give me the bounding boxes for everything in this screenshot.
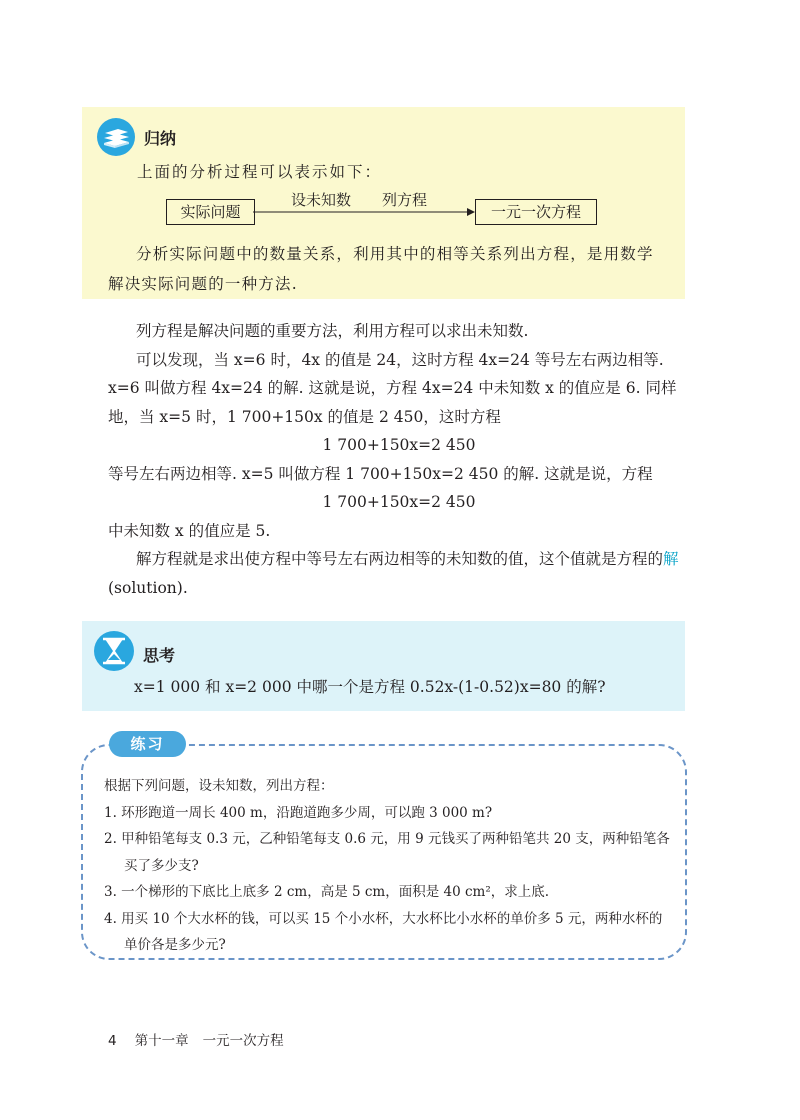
chapter-title: 一元一次方程 — [202, 1033, 284, 1049]
paragraph-4: 中未知数 x 的值应是 5. — [108, 521, 271, 540]
paragraph-5 — [108, 545, 690, 602]
think-question: x=1 000 和 x=2 000 中哪一个是方程 0.52x-(1-0.52)x=80 的解? — [134, 678, 606, 696]
equation-2: 1 700+150x=2 450 — [322, 493, 476, 511]
practice-item-4: 4. 用买 10 个大水杯的钱，可以买 15 个小水杯，大水杯比小水杯的单价多 5 元，两种水杯的单价各是多少元? — [104, 910, 663, 953]
summary-title: 归纳 — [144, 129, 177, 148]
flow-label-write-equation: 列方程 — [382, 191, 428, 209]
think-box — [82, 621, 685, 711]
equation-1: 1 700+150x=2 450 — [322, 436, 476, 454]
flow-box-linear-equation: 一元一次方程 — [475, 199, 597, 225]
paragraph-3: 等号左右两边相等. x=5 叫做方程 1 700+150x=2 450 的解. 这就是说，方程 — [108, 464, 653, 483]
practice-label: 练习 — [109, 731, 186, 757]
practice-item-3: 3. 一个梯形的下底比上底多 2 cm，高是 5 cm，面积是 40 cm²，求上底. — [104, 884, 550, 900]
summary-intro: 上面的分析过程可以表示如下： — [137, 163, 383, 181]
hourglass-icon — [93, 630, 135, 672]
chapter-label: 第十一章 — [134, 1033, 189, 1049]
practice-intro: 根据下列问题，设未知数，列出方程： — [104, 778, 334, 794]
paragraph-5-text: 解方程就是求出使方程中等号左右两边相等的未知数的值，这个值就是方程的 — [136, 550, 664, 568]
page-footer — [108, 1029, 284, 1049]
flow-box-actual-problem: 实际问题 — [166, 199, 255, 225]
term-solution: 解 — [663, 550, 679, 568]
think-title: 思考 — [143, 646, 176, 665]
paragraph-1: 列方程是解决问题的重要方法，利用方程可以求出未知数. — [136, 322, 529, 340]
paragraph-2: 可以发现，当 x=6 时，4x 的值是 24，这时方程 4x=24 等号左右两边相等. x=6 叫做方程 4x=24 的解. 这就是说，方程 4x=24 中未知数 x 的值应是 6. 同样地，当 x=5 时，1 700+150x 的值是 2 450，这时方程 — [108, 350, 677, 426]
practice-content — [104, 773, 674, 959]
practice-item-1: 1. 环形跑道一周长 400 m，沿跑道跑多少周，可以跑 3 000 m? — [104, 804, 493, 821]
practice-item-2: 2. 甲种铅笔每支 0.3 元，乙种铅笔每支 0.6 元，用 9 元钱买了两种铅笔共 20 支，两种铅笔各买了多少支? — [104, 831, 670, 874]
main-text — [108, 317, 690, 602]
summary-paragraph: 分析实际问题中的数量关系，利用其中的相等关系列出方程，是用数学解决实际问题的一种方法. — [108, 245, 654, 293]
page-number: 4 — [108, 1033, 117, 1049]
paragraph-5-end: (solution). — [108, 578, 188, 597]
stacked-books-icon — [96, 117, 136, 157]
flow-arrow — [253, 199, 475, 225]
flow-label-set-unknown: 设未知数 — [291, 191, 352, 209]
